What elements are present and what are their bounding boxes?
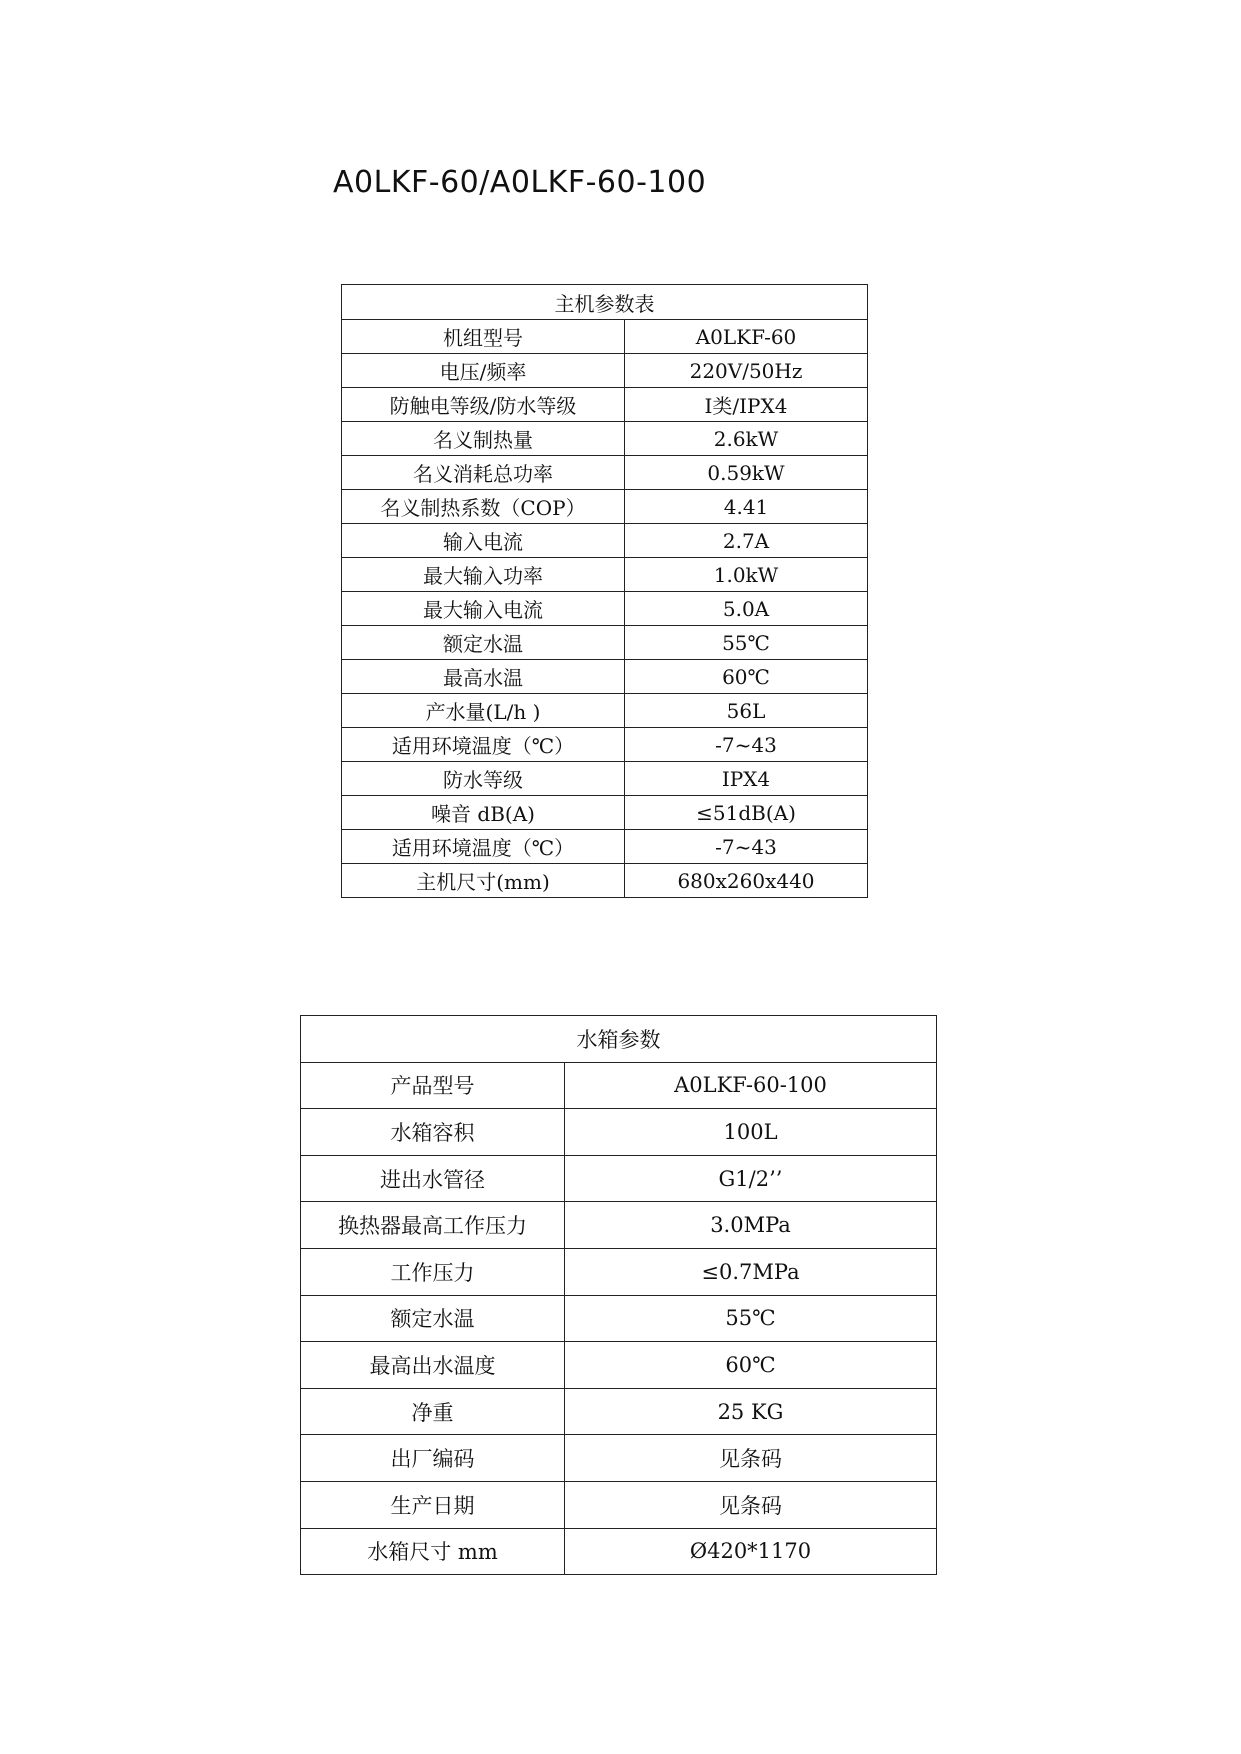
table-row [342, 490, 868, 524]
main-table-caption: 主机参数表 [342, 285, 868, 320]
row-label: 产品型号 [301, 1062, 565, 1109]
table-row [342, 422, 868, 456]
tank-table-caption-row [301, 1016, 937, 1063]
table-row [301, 1435, 937, 1482]
row-label: 水箱容积 [301, 1109, 565, 1156]
table-row [301, 1481, 937, 1528]
table-row [301, 1155, 937, 1202]
row-value: IPX4 [625, 762, 868, 796]
row-value: 2.7A [625, 524, 868, 558]
table-row [301, 1528, 937, 1575]
table-row [342, 388, 868, 422]
table-row [301, 1388, 937, 1435]
table-row [301, 1062, 937, 1109]
table-row [342, 524, 868, 558]
main-table-caption-row [342, 285, 868, 320]
row-label: 出厂编码 [301, 1435, 565, 1482]
row-value: ≤51dB(A) [625, 796, 868, 830]
tank-table-caption: 水箱参数 [301, 1016, 937, 1063]
row-label: 噪音 dB(A) [342, 796, 625, 830]
table-row [301, 1109, 937, 1156]
row-value: 见条码 [565, 1481, 937, 1528]
table-row [342, 354, 868, 388]
row-value: Ø420*1170 [565, 1528, 937, 1575]
row-value: 5.0A [625, 592, 868, 626]
row-label: 最大输入电流 [342, 592, 625, 626]
row-value: 1.0kW [625, 558, 868, 592]
table-row [301, 1202, 937, 1249]
row-label: 最大输入功率 [342, 558, 625, 592]
row-label: 适用环境温度（℃） [342, 830, 625, 864]
row-label: 名义制热系数（COP） [342, 490, 625, 524]
table-row [342, 830, 868, 864]
row-value: I类/IPX4 [625, 388, 868, 422]
row-value: 56L [625, 694, 868, 728]
water-tank-parameter-table [300, 1015, 937, 1575]
row-label: 防触电等级/防水等级 [342, 388, 625, 422]
row-value: 见条码 [565, 1435, 937, 1482]
row-label: 最高出水温度 [301, 1342, 565, 1389]
table-row [301, 1295, 937, 1342]
row-label: 换热器最高工作压力 [301, 1202, 565, 1249]
table-row [342, 728, 868, 762]
table-row [342, 694, 868, 728]
row-label: 净重 [301, 1388, 565, 1435]
row-value: 4.41 [625, 490, 868, 524]
row-value: 60℃ [565, 1342, 937, 1389]
row-value: 680x260x440 [625, 864, 868, 898]
row-value: 25 KG [565, 1388, 937, 1435]
main-unit-parameter-table [341, 284, 868, 898]
row-value: 60℃ [625, 660, 868, 694]
row-value: 3.0MPa [565, 1202, 937, 1249]
row-value: 55℃ [625, 626, 868, 660]
row-label: 进出水管径 [301, 1155, 565, 1202]
row-value: 0.59kW [625, 456, 868, 490]
row-value: 100L [565, 1109, 937, 1156]
table-row [301, 1248, 937, 1295]
row-value: A0LKF-60-100 [565, 1062, 937, 1109]
row-label: 额定水温 [342, 626, 625, 660]
row-value: 2.6kW [625, 422, 868, 456]
row-label: 生产日期 [301, 1481, 565, 1528]
table-row [342, 456, 868, 490]
row-label: 电压/频率 [342, 354, 625, 388]
row-value: -7~43 [625, 728, 868, 762]
row-label: 名义制热量 [342, 422, 625, 456]
row-label: 名义消耗总功率 [342, 456, 625, 490]
row-value: ≤0.7MPa [565, 1248, 937, 1295]
table-row [342, 626, 868, 660]
row-label: 适用环境温度（℃） [342, 728, 625, 762]
table-row [301, 1342, 937, 1389]
row-value: A0LKF-60 [625, 320, 868, 354]
row-label: 防水等级 [342, 762, 625, 796]
table-row [342, 796, 868, 830]
table-row [342, 558, 868, 592]
table-row [342, 762, 868, 796]
row-label: 水箱尺寸 mm [301, 1528, 565, 1575]
table-row [342, 660, 868, 694]
row-value: 55℃ [565, 1295, 937, 1342]
row-value: -7~43 [625, 830, 868, 864]
table-row [342, 864, 868, 898]
row-label: 产水量(L/h ) [342, 694, 625, 728]
table-row [342, 320, 868, 354]
row-label: 机组型号 [342, 320, 625, 354]
row-value: 220V/50Hz [625, 354, 868, 388]
row-label: 工作压力 [301, 1248, 565, 1295]
row-label: 最高水温 [342, 660, 625, 694]
row-value: G1/2’’ [565, 1155, 937, 1202]
row-label: 输入电流 [342, 524, 625, 558]
page-title: A0LKF-60/A0LKF-60-100 [333, 165, 707, 200]
row-label: 主机尺寸(mm) [342, 864, 625, 898]
table-row [342, 592, 868, 626]
row-label: 额定水温 [301, 1295, 565, 1342]
